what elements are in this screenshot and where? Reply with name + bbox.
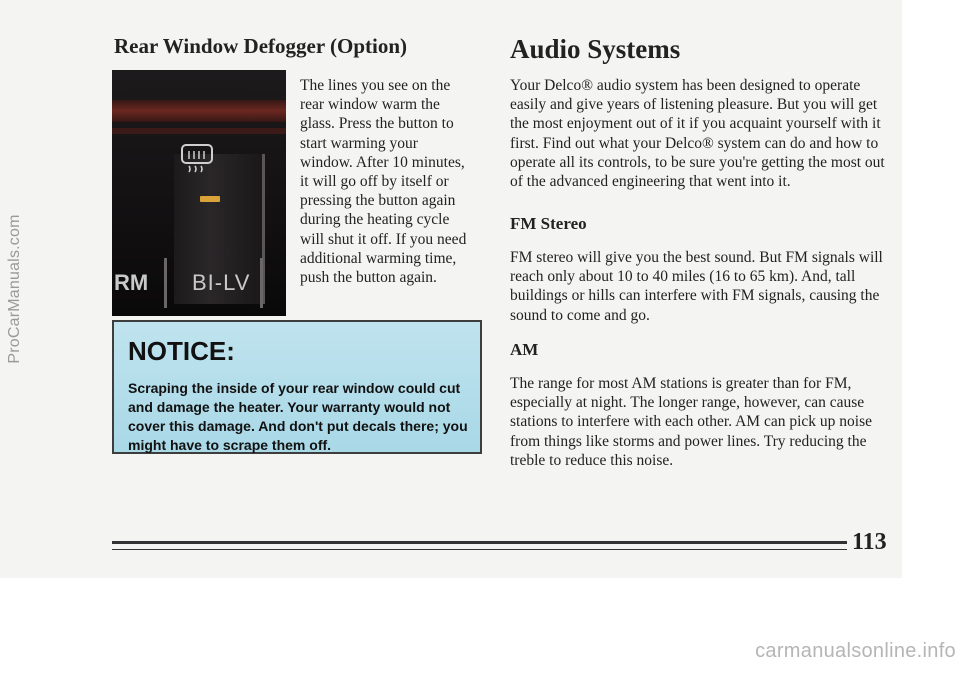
audio-heading: Audio Systems xyxy=(510,34,681,64)
footer-rule xyxy=(112,541,847,544)
photo-dash-band-lower xyxy=(112,128,286,134)
photo-dash-band xyxy=(112,100,286,122)
defogger-description: The lines you see on the rear window warm the glass. Press the button to start warming your window. After 10 minutes, it will go off by itself or pressing the button again during the heating cycle will shut it off. If you need additional warming time, push the button again. xyxy=(300,77,467,287)
photo-label-m: RM xyxy=(114,270,149,295)
notice-title: NOTICE: xyxy=(128,336,235,366)
page-number: 113 xyxy=(852,529,887,555)
photo-switch-divider xyxy=(164,258,167,308)
fm-stereo-text: FM stereo will give you the best sound. But FM signals will reach only about 10 to 40 miles (16 to 65 km). And, tall buildings or hills can interfere with FM signals, causing the sound to come and go. xyxy=(510,249,883,324)
photo-switch-divider xyxy=(260,258,263,308)
defogger-indicator-light xyxy=(200,196,220,202)
am-heading: AM xyxy=(510,340,539,359)
notice-text: Scraping the inside of your rear window could cut and damage the heater. Your warranty would not cover this damage. And don't put decals there; you might have to scrape them off. xyxy=(128,380,468,453)
side-watermark xyxy=(4,0,26,578)
footer-rule-thin xyxy=(112,549,847,550)
watermark-text: ProCarManuals.com xyxy=(6,214,23,364)
footer-site-watermark: carmanualsonline.info xyxy=(755,640,956,662)
defogger-heading: Rear Window Defogger (Option) xyxy=(114,34,408,58)
notice-box xyxy=(112,320,482,454)
fm-stereo-heading: FM Stereo xyxy=(510,214,587,233)
rear-defrost-icon xyxy=(178,138,218,178)
am-text: The range for most AM stations is greater than for FM, especially at night. The longer range, however, can cause stations to interfere with each other. AM can pick up noise from things like storms and power lines. Try reducing the treble to reduce this noise. xyxy=(510,375,873,469)
photo-label-bi-lv: BI-LV xyxy=(192,270,251,295)
audio-intro: Your Delco® audio system has been designed to operate easily and give years of listening pleasure. But you will get the most enjoyment out of it if you acquaint yourself with it first. Find out what your Delco® system can do and how to operate all its controls, to be sure you're getting the most out of the advanced engineering that went into it. xyxy=(510,77,885,191)
defogger-button-photo xyxy=(112,70,286,316)
